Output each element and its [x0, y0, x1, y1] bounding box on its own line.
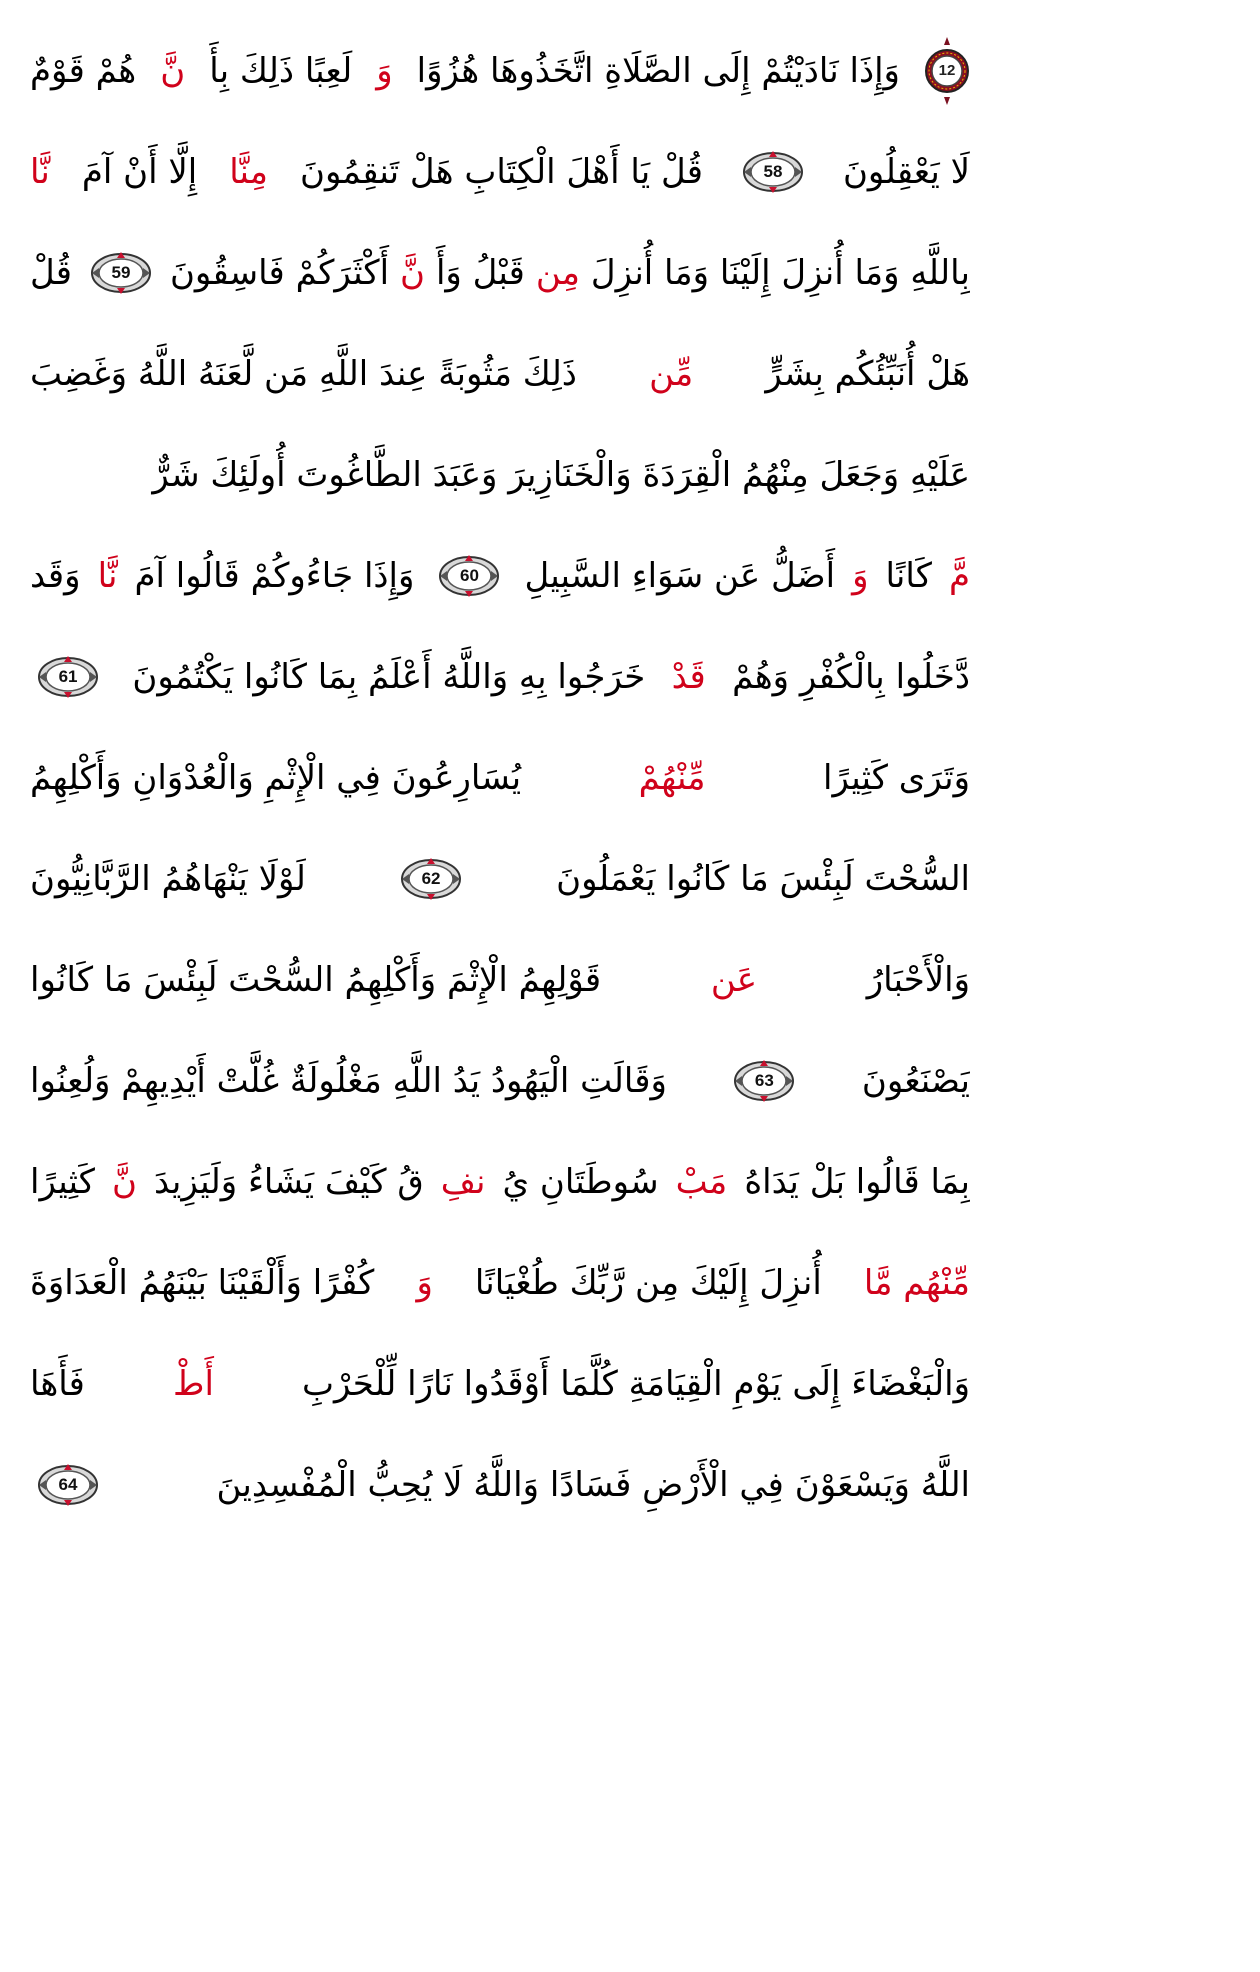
verse-line: [30, 121, 970, 222]
ayah-number: 60: [460, 565, 479, 585]
verse-text: إِلَّا أَنْ آمَ: [81, 151, 198, 192]
verse-text: لَا يَعْقِلُونَ: [842, 151, 970, 192]
tajweed-highlight: نَّ: [112, 1161, 137, 1202]
verse-line: [30, 222, 970, 323]
verse-line: [30, 929, 970, 1030]
tajweed-highlight: مَّ: [948, 555, 970, 596]
tajweed-highlight: وَ: [376, 50, 393, 91]
ayah-number: 59: [111, 262, 131, 282]
verse-text: وَالْأَحْبَارُ: [866, 959, 970, 1000]
ayah-number-marker: [36, 654, 100, 700]
verse-text: أُنزِلَ إِلَيْكَ مِن رَّبِّكَ طُغْيَانًا: [474, 1262, 822, 1303]
verse-line: [30, 20, 970, 121]
ayah-number-marker: [732, 1058, 796, 1104]
ayah-number: 58: [763, 161, 783, 181]
ayah-number-marker: [89, 250, 153, 296]
verse-text: لَعِبًا ذَلِكَ بِأَ: [209, 50, 353, 91]
verse-text: هَلْ أُنَبِّئُكُم بِشَرٍّ: [765, 353, 970, 394]
verse-text: وَقَالَتِ الْيَهُودُ يَدُ اللَّهِ مَغْلُولَةٌ غُلَّتْ أَيْدِيهِمْ وَلُعِنُوا: [30, 1060, 667, 1101]
verse-text: كَانًا: [885, 555, 932, 596]
verse-text: اللَّهُ وَيَسْعَوْنَ فِي الْأَرْضِ فَسَادًا وَاللَّهُ لَا يُحِبُّ الْمُفْسِدِينَ: [216, 1464, 970, 1505]
verse-text: عَلَيْهِ وَجَعَلَ مِنْهُمُ الْقِرَدَةَ وَالْخَنَازِيرَ وَعَبَدَ الطَّاغُوتَ أُولَئِكَ شَرٌّ: [152, 454, 970, 495]
verse-text: بِاللَّهِ وَمَا أُنزِلَ إِلَيْنَا وَمَا أُنزِلَ: [590, 252, 970, 293]
verse-text: وَالْبَغْضَاءَ إِلَى يَوْمِ الْقِيَامَةِ كُلَّمَا أَوْقَدُوا نَارًا لِّلْحَرْبِ: [302, 1363, 970, 1404]
verse-text: خَرَجُوا بِهِ وَاللَّهُ أَعْلَمُ بِمَا كَانُوا يَكْتُمُونَ: [132, 656, 646, 697]
tajweed-highlight: وَ: [416, 1262, 433, 1303]
tajweed-highlight: مَبْ: [675, 1161, 728, 1202]
verse-text: لَوْلَا يَنْهَاهُمُ الرَّبَّانِيُّونَ: [30, 858, 306, 899]
tajweed-highlight: مِن: [535, 252, 580, 293]
tajweed-highlight: عَن: [710, 959, 758, 1000]
verse-text: أَضَلُّ عَن سَوَاءِ السَّبِيلِ: [524, 555, 836, 596]
tajweed-highlight: مِّنْهُم مَّا: [863, 1262, 970, 1303]
verse-text: يَصْنَعُونَ: [861, 1060, 970, 1101]
verse-text: السُّحْتَ لَبِئْسَ مَا كَانُوا يَعْمَلُونَ: [556, 858, 970, 899]
ayah-number: 64: [58, 1474, 78, 1494]
verse-text: قُ كَيْفَ يَشَاءُ وَلَيَزِيدَ: [154, 1161, 424, 1202]
verse-text: قَبْلُ وَأَ: [435, 252, 525, 293]
tajweed-highlight: مِّن: [649, 353, 694, 394]
tajweed-highlight: نَّا: [97, 555, 118, 596]
verse-line: [30, 727, 970, 828]
ayah-number-marker: [399, 856, 463, 902]
verse-text: وَإِذَا نَادَيْتُمْ إِلَى الصَّلَاةِ اتَّخَذُوهَا هُزُوًا: [416, 50, 900, 91]
verse-text: كُفْرًا وَأَلْقَيْنَا بَيْنَهُمُ الْعَدَاوَةَ: [30, 1262, 375, 1303]
verse-text: هُمْ قَوْمٌ: [30, 50, 137, 91]
verse-text: وَقَد: [30, 555, 81, 596]
verse-text: وَإِذَا جَاءُوكُمْ قَالُوا آمَ: [134, 555, 415, 596]
verse-text: دَّخَلُوا بِالْكُفْرِ وَهُمْ: [732, 656, 970, 697]
ayah-number: 62: [421, 868, 441, 888]
tajweed-highlight: قَدْ: [671, 656, 706, 697]
verse-line: [30, 323, 970, 424]
verse-text: وَتَرَى كَثِيرًا: [823, 757, 970, 798]
verse-text: قَوْلِهِمُ الْإِثْمَ وَأَكْلِهِمُ السُّحْتَ لَبِئْسَ مَا كَانُوا: [30, 959, 602, 1000]
verse-text: قُلْ: [30, 252, 73, 293]
ayah-number-marker: [36, 1462, 100, 1508]
tajweed-highlight: نفِ: [440, 1161, 486, 1202]
verse-line: [30, 626, 970, 727]
verse-text: ذَلِكَ مَثُوبَةً عِندَ اللَّهِ مَن لَّعَنَهُ اللَّهُ وَغَضِبَ: [30, 353, 577, 394]
ayah-number-marker: [437, 553, 501, 599]
tajweed-highlight: نَّ: [400, 252, 425, 293]
verse-text: سُوطَتَانِ يُ: [502, 1161, 659, 1202]
tajweed-highlight: نَّ: [160, 50, 186, 91]
verse-line: [30, 1232, 970, 1333]
ayah-number-marker: [741, 149, 805, 195]
verse-line: [30, 525, 970, 626]
verse-text: كَثِيرًا: [30, 1161, 95, 1202]
tajweed-highlight: نَّا: [30, 151, 50, 192]
tajweed-highlight: أَطْ: [173, 1363, 214, 1404]
verse-line: [30, 1030, 970, 1131]
ayah-number: 63: [754, 1070, 774, 1090]
verse-text: بِمَا قَالُوا بَلْ يَدَاهُ: [744, 1161, 970, 1202]
verse-text: أَكْثَرَكُمْ فَاسِقُونَ: [169, 252, 390, 293]
tajweed-highlight: مِّنْهُمْ: [638, 757, 706, 798]
verse-line: [30, 1333, 970, 1434]
verse-text: يُسَارِعُونَ فِي الْإِثْمِ وَالْعُدْوَانِ وَأَكْلِهِمُ: [30, 757, 522, 798]
verse-line: [30, 1434, 970, 1535]
tajweed-highlight: مِنَّا: [229, 151, 269, 192]
verse-line: [30, 1131, 970, 1232]
verse-line: [30, 828, 970, 929]
verse-text: فَأَهَا: [30, 1363, 85, 1404]
juz-medallion: [924, 35, 970, 107]
ayah-number: 61: [58, 666, 78, 686]
juz-number: 12: [938, 62, 956, 79]
tajweed-highlight: وَ: [852, 555, 869, 596]
verse-line: [30, 424, 970, 525]
verse-text: قُلْ يَا أَهْلَ الْكِتَابِ هَلْ تَنقِمُونَ: [300, 151, 703, 192]
